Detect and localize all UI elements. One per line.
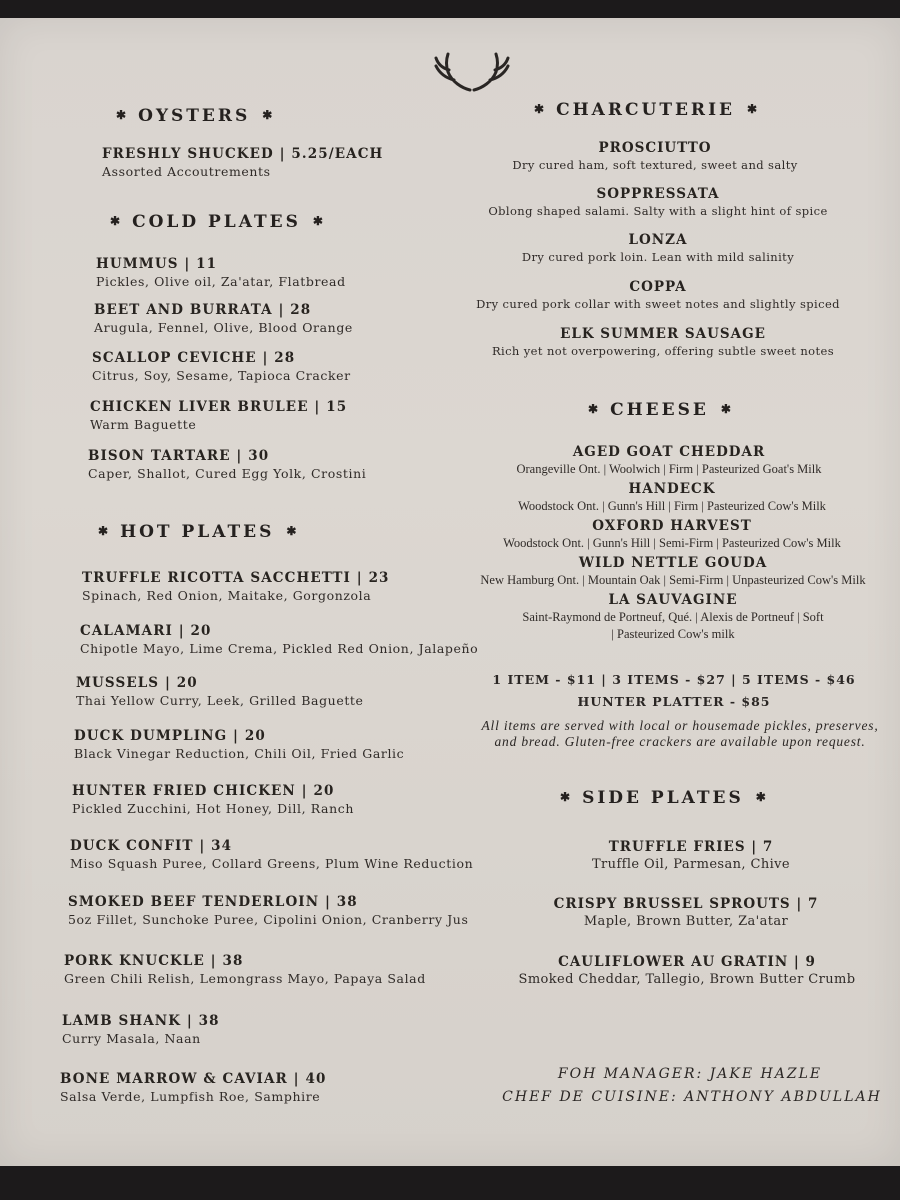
menu-item-smoked-beef-tenderloin	[68, 894, 468, 927]
star-icon: ✱	[116, 108, 127, 122]
item-desc: Orangeville Ont. | Woolwich | Firm | Pasteurized Goat's Milk	[516, 462, 822, 476]
menu-item-truffle-fries	[526, 839, 856, 872]
menu-item-soppressata	[470, 186, 846, 218]
item-desc: Warm Baguette	[90, 417, 197, 432]
item-desc: Curry Masala, Naan	[62, 1031, 201, 1046]
item-desc: Assorted Accoutrements	[102, 164, 271, 179]
menu-item-handeck	[474, 481, 870, 514]
item-name: PROSCIUTTO	[598, 140, 712, 156]
item-name: DUCK CONFIT | 34	[70, 838, 233, 854]
item-name: SMOKED BEEF TENDERLOIN | 38	[68, 894, 358, 910]
cheese-note-line-1: All items are served with local or housemade pickles, preserves,	[481, 718, 879, 733]
cheese-note	[460, 718, 900, 750]
menu-item-crispy-brussel-sprouts	[526, 896, 846, 929]
item-name: FRESHLY SHUCKED | 5.25/EACH	[102, 146, 384, 162]
item-name: OXFORD HARVEST	[592, 518, 752, 534]
menu-item-duck-dumpling	[74, 728, 404, 761]
item-desc: Black Vinegar Reduction, Chili Oil, Fried Garlic	[74, 746, 405, 761]
item-desc: Rich yet not overpowering, offering subtle sweet notes	[491, 344, 835, 358]
menu-item-hummus	[96, 256, 346, 289]
star-icon: ✱	[262, 108, 273, 122]
item-name: TRUFFLE RICOTTA SACCHETTI | 23	[82, 570, 390, 586]
menu-page	[0, 18, 900, 1166]
item-desc: Thai Yellow Curry, Leek, Grilled Baguette	[76, 693, 364, 708]
menu-item-pork-knuckle	[64, 953, 426, 986]
section-charcuterie-heading: ✱ CHARCUTERIE ✱	[534, 100, 758, 120]
section-side-plates-heading: ✱ SIDE PLATES ✱	[560, 788, 766, 808]
antlers-icon	[432, 52, 512, 96]
menu-item-chicken-liver-brulee	[90, 399, 347, 432]
chef-de-cuisine: CHEF DE CUISINE: ANTHONY ABDULLAH	[502, 1089, 882, 1105]
foh-manager: FOH MANAGER: JAKE HAZLE	[557, 1066, 823, 1082]
star-icon: ✱	[560, 790, 571, 804]
menu-item-mussels	[76, 675, 364, 708]
item-desc: Arugula, Fennel, Olive, Blood Orange	[94, 320, 353, 335]
menu-item-elk-summer-sausage	[470, 326, 856, 358]
cheese-note-line-2: and bread. Gluten-free crackers are available upon request.	[494, 734, 866, 749]
star-icon: ✱	[534, 102, 545, 116]
item-name: SOPPRESSATA	[596, 186, 720, 202]
item-name: HUMMUS | 11	[96, 256, 218, 272]
item-name: LAMB SHANK | 38	[62, 1013, 220, 1029]
item-name: CALAMARI | 20	[80, 623, 212, 639]
item-desc: Woodstock Ont. | Gunn's Hill | Semi-Firm | Pasteurized Cow's Milk	[503, 536, 841, 550]
menu-item-freshly-shucked	[102, 146, 383, 179]
item-name: HUNTER FRIED CHICKEN | 20	[72, 783, 335, 799]
menu-item-prosciutto	[470, 140, 840, 172]
item-desc: Green Chili Relish, Lemongrass Mayo, Papaya Salad	[64, 971, 426, 986]
item-name: LA SAUVAGINE	[608, 592, 738, 608]
item-desc: Caper, Shallot, Cured Egg Yolk, Crostini	[88, 466, 367, 481]
menu-item-la-sauvagine	[474, 592, 872, 642]
item-desc: Truffle Oil, Parmesan, Chive	[591, 857, 791, 872]
star-icon: ✱	[286, 524, 297, 538]
item-name: HANDECK	[628, 481, 716, 497]
item-desc: Woodstock Ont. | Gunn's Hill | Firm | Pasteurized Cow's Milk	[518, 499, 826, 513]
item-name: CAULIFLOWER AU GRATIN | 9	[558, 954, 816, 970]
menu-item-bison-tartare	[88, 448, 366, 481]
item-name: WILD NETTLE GOUDA	[578, 555, 768, 571]
section-oysters-heading: ✱ OYSTERS ✱	[116, 106, 273, 126]
item-name: PORK KNUCKLE | 38	[64, 953, 244, 969]
section-cheese-heading: ✱ CHEESE ✱	[588, 400, 731, 420]
item-name: COPPA	[629, 279, 687, 295]
item-desc: Smoked Cheddar, Tallegio, Brown Butter Crumb	[518, 972, 856, 987]
item-desc: Saint-Raymond de Portneuf, Qué. | Alexis de Portneuf | Soft	[522, 610, 824, 624]
star-icon: ✱	[720, 402, 731, 416]
item-desc: Miso Squash Puree, Collard Greens, Plum Wine Reduction	[70, 856, 474, 871]
menu-item-cauliflower-au-gratin	[502, 954, 872, 987]
item-desc: Dry cured pork loin. Lean with mild salinity	[521, 250, 795, 264]
item-desc: 5oz Fillet, Sunchoke Puree, Cipolini Onion, Cranberry Jus	[68, 912, 469, 927]
cheese-pricing: 1 ITEM - $11 | 3 ITEMS - $27 | 5 ITEMS - $46	[492, 672, 856, 687]
menu-item-duck-confit	[70, 838, 473, 871]
menu-item-aged-goat-cheddar	[474, 444, 864, 477]
item-name: MUSSELS | 20	[76, 675, 198, 691]
menu-item-wild-nettle-gouda	[474, 555, 872, 588]
item-name: LONZA	[628, 232, 688, 248]
item-name: TRUFFLE FRIES | 7	[608, 839, 774, 855]
item-desc: Citrus, Soy, Sesame, Tapioca Cracker	[92, 368, 351, 383]
menu-item-lamb-shank	[62, 1013, 220, 1046]
item-desc: Spinach, Red Onion, Maitake, Gorgonzola	[82, 588, 372, 603]
item-desc: Dry cured ham, soft textured, sweet and salty	[512, 158, 798, 172]
star-icon: ✱	[588, 402, 599, 416]
menu-item-truffle-ricotta-sacchetti	[82, 570, 390, 603]
item-desc: Dry cured pork collar with sweet notes and slightly spiced	[476, 297, 840, 311]
item-desc: Pickles, Olive oil, Za'atar, Flatbread	[96, 274, 346, 289]
item-name: CRISPY BRUSSEL SPROUTS | 7	[553, 896, 819, 912]
menu-item-oxford-harvest	[474, 518, 870, 551]
item-desc-continued: | Pasteurized Cow's milk	[611, 627, 735, 641]
item-desc: Oblong shaped salami. Salty with a slight hint of spice	[488, 204, 828, 218]
menu-item-hunter-fried-chicken	[72, 783, 354, 816]
item-name: CHICKEN LIVER BRULEE | 15	[90, 399, 348, 415]
item-desc: Pickled Zucchini, Hot Honey, Dill, Ranch	[72, 801, 354, 816]
item-name: ELK SUMMER SAUSAGE	[560, 326, 766, 342]
menu-item-lonza	[470, 232, 846, 264]
star-icon: ✱	[110, 214, 121, 228]
menu-item-coppa	[470, 279, 846, 311]
star-icon: ✱	[98, 524, 109, 538]
item-desc: Salsa Verde, Lumpfish Roe, Samphire	[60, 1089, 321, 1104]
star-icon: ✱	[312, 214, 323, 228]
section-hot-plates-heading: ✱ HOT PLATES ✱	[98, 522, 297, 542]
menu-item-calamari	[80, 623, 478, 656]
menu-item-bone-marrow-caviar	[60, 1071, 326, 1104]
item-name: SCALLOP CEVICHE | 28	[92, 350, 296, 366]
menu-item-beet-burrata	[94, 302, 353, 335]
item-name: DUCK DUMPLING | 20	[74, 728, 266, 744]
section-cold-plates-heading: ✱ COLD PLATES ✱	[110, 212, 323, 232]
item-name: BEET AND BURRATA | 28	[94, 302, 312, 318]
item-desc: New Hamburg Ont. | Mountain Oak | Semi-Firm | Unpasteurized Cow's Milk	[480, 573, 866, 587]
item-desc: Chipotle Mayo, Lime Crema, Pickled Red Onion, Jalapeño	[80, 641, 479, 656]
item-name: BISON TARTARE | 30	[88, 448, 270, 464]
item-desc: Maple, Brown Butter, Za'atar	[583, 914, 789, 929]
star-icon: ✱	[746, 102, 758, 116]
hunter-platter-price: HUNTER PLATTER - $85	[577, 694, 771, 709]
star-icon: ✱	[755, 790, 766, 804]
menu-item-scallop-ceviche	[92, 350, 351, 383]
item-name: AGED GOAT CHEDDAR	[572, 444, 766, 460]
item-name: BONE MARROW & CAVIAR | 40	[60, 1071, 327, 1087]
